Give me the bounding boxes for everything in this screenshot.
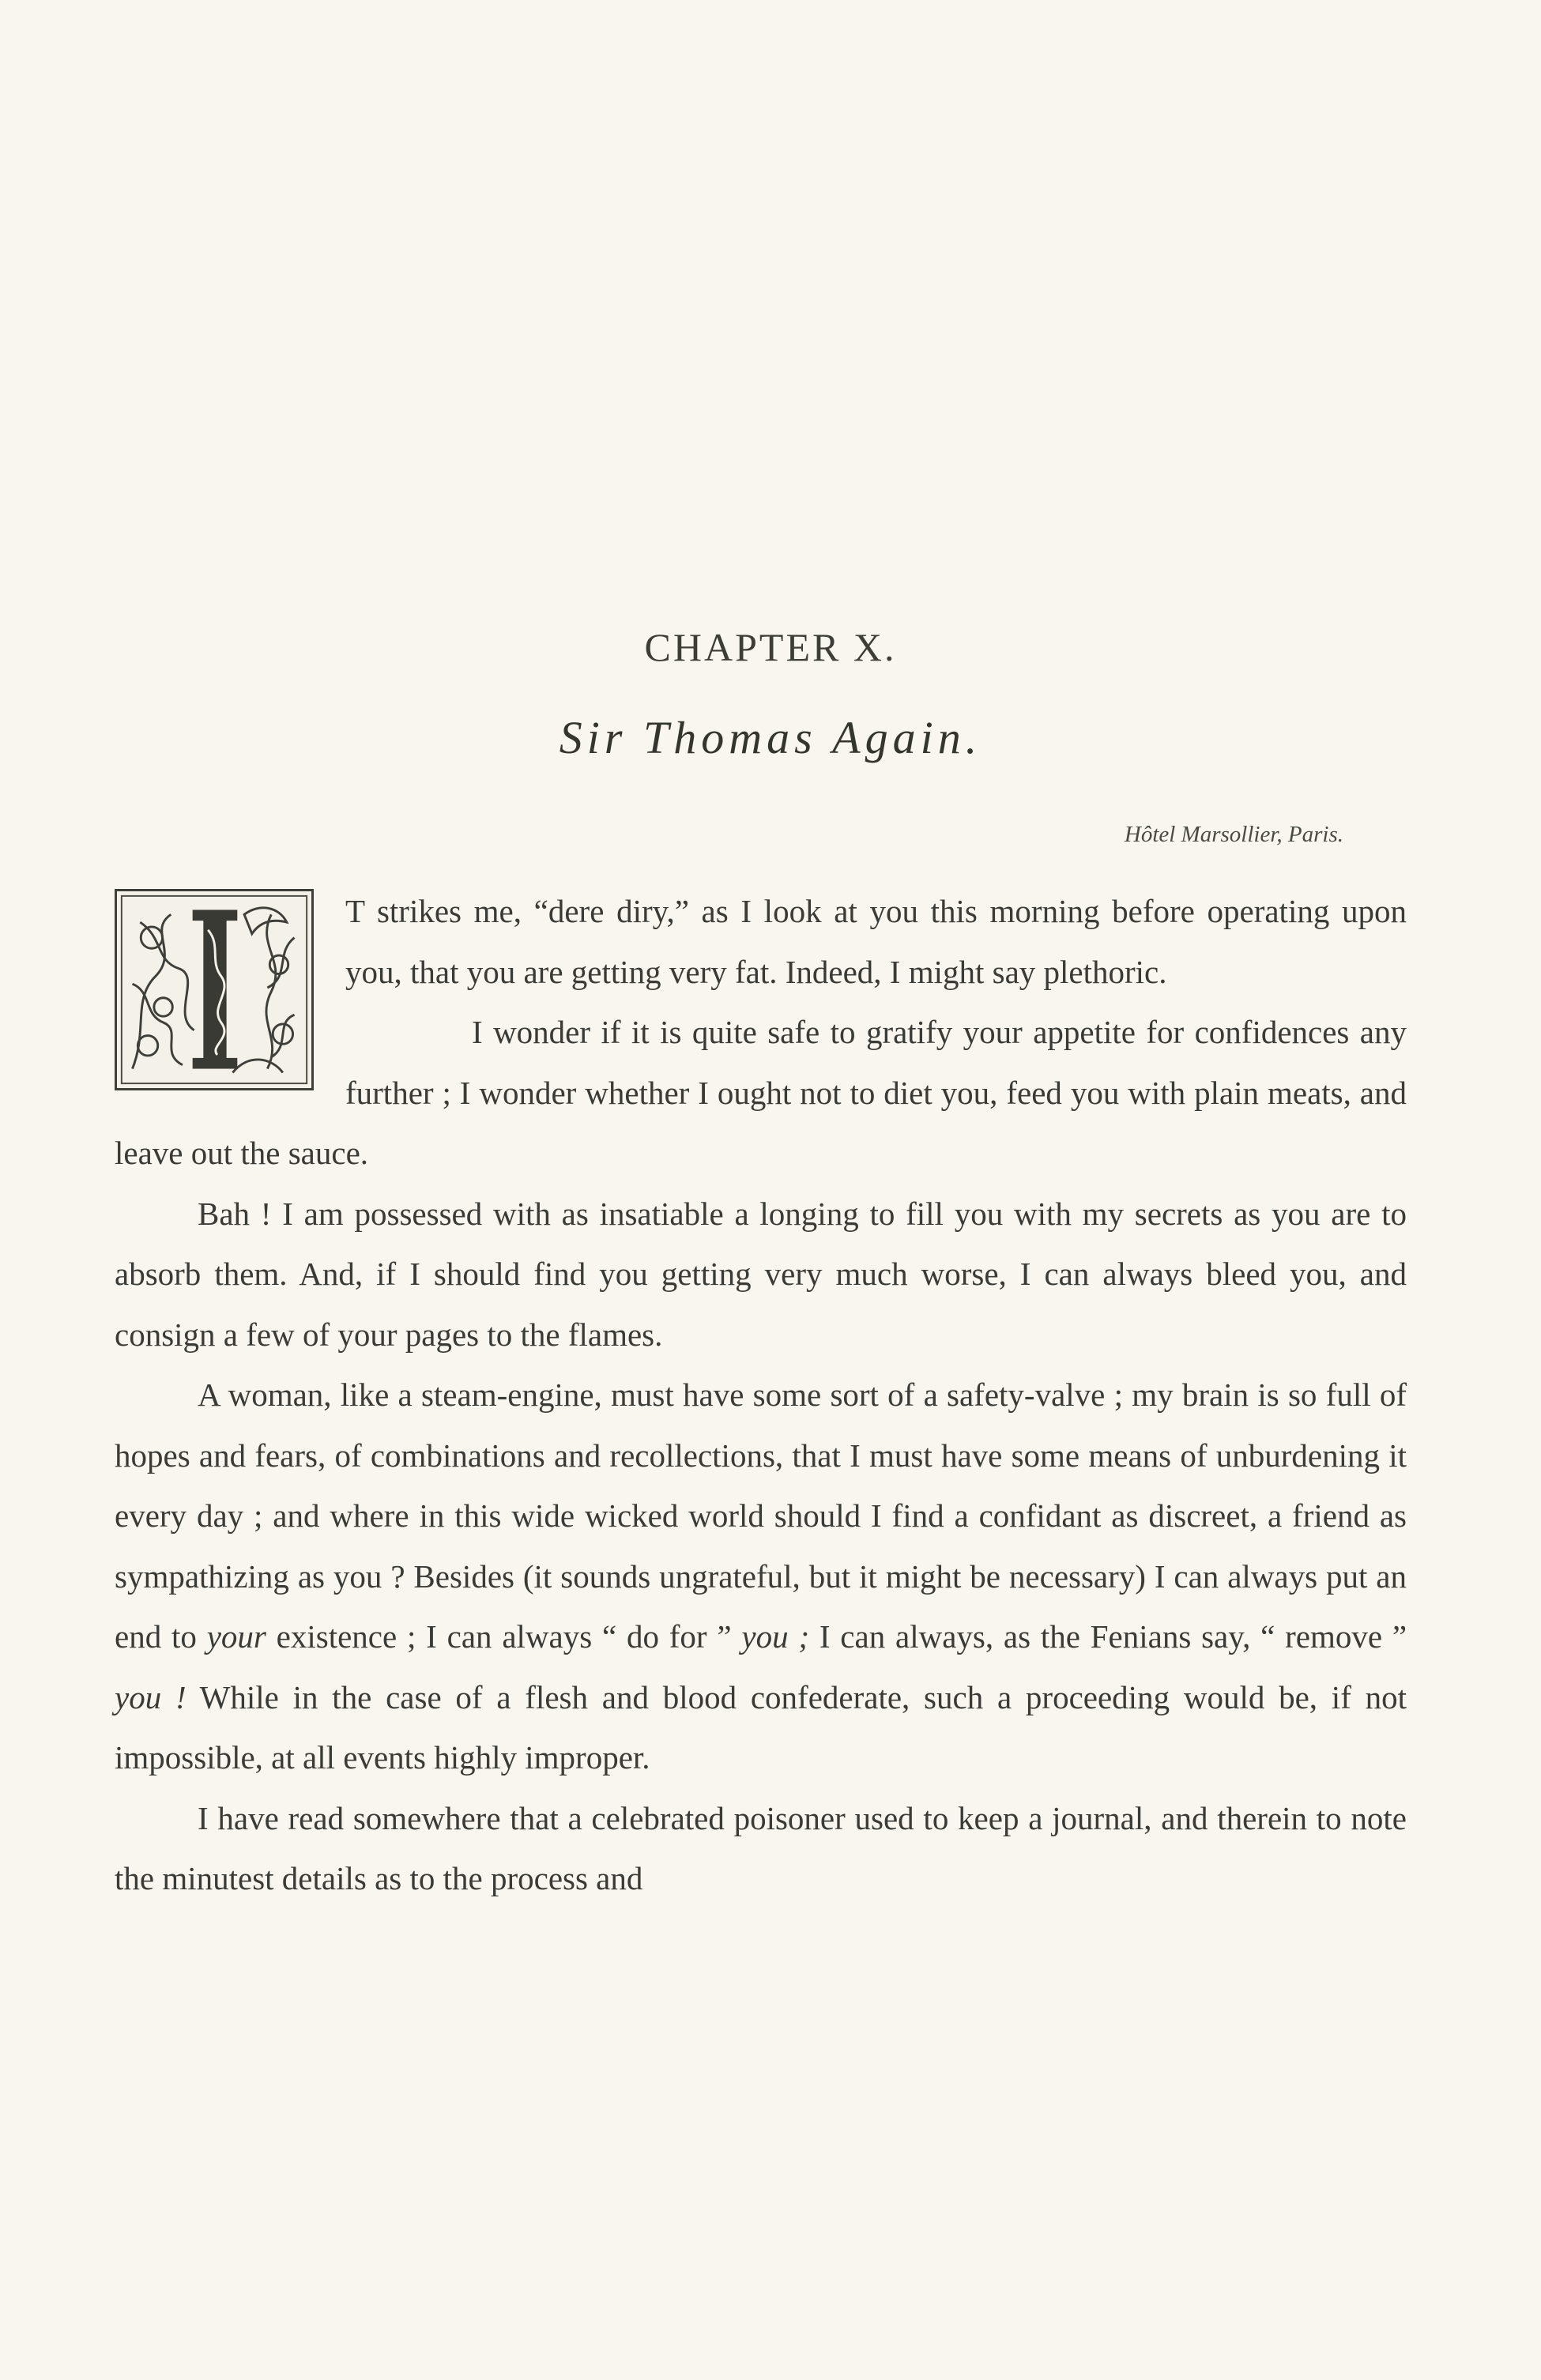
- paragraph-1: [115, 881, 1407, 1002]
- place-line: Hôtel Marsollier, Paris.: [1124, 822, 1343, 847]
- ornamental-initial-icon: [115, 889, 314, 1090]
- paragraph-1-text: T strikes me, “dere diry,” as I look at you this morning before operating upon you, that you are getting very fat. Indeed, I might say plethoric.: [345, 893, 1407, 990]
- paragraph-3: Bah ! I am possessed with as insatiable a longing to fill you with my secrets as you are to absorb them. And, if I should find you getting very much worse, I can always bleed you, and consign a few of your pages to the flames.: [115, 1195, 1407, 1353]
- chapter-title: Sir Thomas Again.: [559, 712, 982, 763]
- emphasis-you-2: you !: [115, 1678, 187, 1715]
- paragraph-2: I wonder if it is quite safe to gratify your appetite for confidences any further ; I wonder whether I ought not to diet you, feed you with plain meats, and leave out the sauce.: [115, 1014, 1407, 1171]
- paragraph-4: [115, 1365, 1407, 1788]
- paragraph-4-part-a: A woman, like a steam-engine, must have some sort of a safety-valve ; my brain is so full of hopes and fears, of combinations and recollections, that I must have some means of unburdening it every day ; and where in this wide wicked world should I find a confidant as discreet, a friend as sympathizing as you ? Besides (it sounds ungrateful, but it might be necessary) I can always put an end to: [115, 1376, 1407, 1655]
- emphasis-you-1: you ;: [741, 1618, 810, 1655]
- paragraph-5: I have read somewhere that a celebrated poisoner used to keep a journal, and therein to note the minutest details as to the process and: [115, 1799, 1407, 1896]
- paragraph-4-part-b: existence ; I can always “ do for ”: [276, 1618, 732, 1655]
- paragraph-4-part-c: I can always, as the Fenians say, “ remove ”: [819, 1618, 1407, 1655]
- emphasis-your: your: [206, 1618, 266, 1655]
- paragraph-4-part-d: While in the case of a flesh and blood confederate, such a proceeding would be, if not impossible, at all events highly improper.: [115, 1678, 1407, 1776]
- chapter-body: [115, 881, 1407, 1909]
- chapter-heading: CHAPTER X.: [644, 625, 897, 669]
